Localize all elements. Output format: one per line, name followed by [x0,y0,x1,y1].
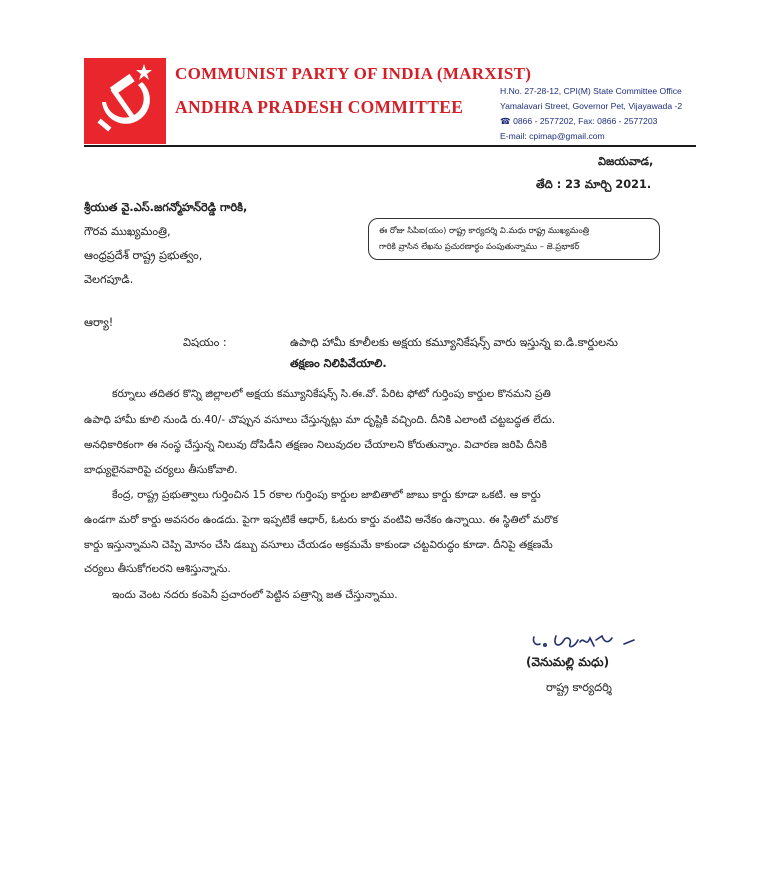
body-line: ఉండగా మరో కార్డు అవసరం ఉండదు. పైగా ఇప్పటికే ఆధార్, ఓటరు కార్డు వంటివి అనేకం ఉన్నాయి. ఈ స్థితిలో మరొక [84,514,559,526]
cpim-logo [84,58,166,144]
body-line: కర్నూలు తదితర కొన్ని జిల్లాలలో అక్షయ కమ్యూనికేషన్స్ సి.ఈ.వో. పేరిట ఫోటో గుర్తింపు కార్డుల కొనమని ప్రతి [112,388,551,400]
phone-fax-line: ☎ 0866 - 2577202, Fax: 0866 - 2577203 [500,116,658,126]
street-address-line: Yamalavari Street, Governor Pet, Vijayawada -2 [500,101,683,111]
signatory-name: (వెనుమల్లి మధు) [526,655,610,669]
office-address-line: H.No. 27-28-12, CPI(M) State Committee Office [500,86,682,96]
committee-name: ANDHRA PRADESH COMMITTEE [175,97,464,117]
recipient-designation: గౌరవ ముఖ్యమంత్రి, [84,225,171,238]
letterhead-divider [84,145,696,147]
recipient-government: ఆంధ్రప్రదేశ్ రాష్ట్ర ప్రభుత్వం, [84,249,203,262]
body-line: కార్డు ఇస్తున్నామని చెప్పి మోనం చేసి డబ్బు వసూలు చేయడం అక్రమమే కాకుండా చట్టవిరుద్ధం కూడా. దీనిపై తక్షణమే [84,539,553,551]
place: విజయవాడ, [598,155,654,168]
press-note-line: గారికి వ్రాసిన లేఖను ప్రచురణార్థం పంపుతున్నాము – జె.ప్రభాకర్ [379,241,580,251]
hammer-sickle-icon [84,58,166,144]
body-line: బాధ్యులైనవారిపై చర్యలు తీసుకోవాలి. [84,464,238,476]
email-line: E-mail: cpimap@gmail.com [500,131,605,141]
handwritten-signature [530,628,660,654]
press-note-box [368,218,660,260]
recipient-name: శ్రీయుత వై.ఎస్.జగన్మోహన్‌రెడ్డి గారికి, [84,201,248,214]
letter-date: తేది : 23 మార్చి 2021. [536,178,652,191]
signatory-title: రాష్ట్ర కార్యదర్శి [546,681,612,694]
recipient-place: వెలగపూడి. [84,273,134,286]
body-line: కేంద్ర, రాష్ట్ర ప్రభుత్వాలు గుర్తించిన 15 రకాల గుర్తింపు కార్డుల జాబితాలో జాబు కార్డు కూడా ఒకటి. ఆ కార్డు [112,489,541,501]
subject-line: తక్షణం నిలిపివేయాలి. [290,357,387,370]
body-line: ఉపాధి హామీ కూలి నుండి రు.40/- చొప్పున వసూలు చేస్తున్నట్లు మా దృష్టికి వచ్చింది. దీనికి ఎలాంటి చట్టబద్ధత లేదు. [84,414,556,426]
body-line: చర్యలు తీసుకోగలరని ఆశిస్తున్నాను. [84,563,231,575]
party-name: COMMUNIST PARTY OF INDIA (MARXIST) [175,64,532,83]
body-line: ఇందు వెంట నదరు కంపెనీ ప్రచారంలో పెట్టిన పత్రాన్ని జత చేస్తున్నాము. [112,589,398,601]
body-line: అనధికారికంగా ఈ నంస్థ చేస్తున్న నిలువు దోపిడీని తక్షణం నిలువుదల చేయాలని కోరుతున్నాం. విచారణ జరిపి దీనికి [84,439,548,451]
press-note-line: ఈ రోజు సిపిఐ(యం) రాష్ట్ర కార్యదర్శి వి.మధు రాష్ట్ర ముఖ్యమంత్రి [379,225,590,235]
subject-label: విషయం : [183,336,227,349]
subject-line: ఉపాధి హామీ కూలీలకు అక్షయ కమ్యూనికేషన్స్ వారు ఇస్తున్న ఐ.డి.కార్డులను [290,336,618,349]
salutation: ఆర్యా! [84,316,114,329]
